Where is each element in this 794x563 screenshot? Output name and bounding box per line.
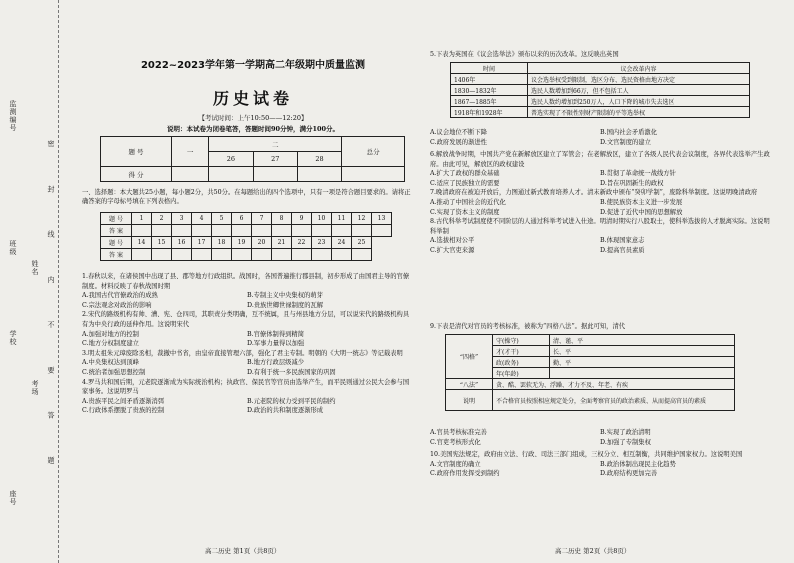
- score-total: 总分: [342, 137, 405, 167]
- q9-note: 不合格官员按照相应规定处分，全面考察官员的政治素质、从而提高官员的素质: [493, 390, 735, 411]
- question-number: 4: [192, 213, 212, 225]
- question-number: 21: [272, 237, 292, 249]
- answer-option[interactable]: A.贵族平民之间矛盾逐渐消弭: [82, 397, 165, 405]
- question-number: 20: [252, 237, 272, 249]
- q9-table: [445, 334, 735, 411]
- answer-option[interactable]: D.文官制度的建立: [600, 138, 651, 146]
- answer-option[interactable]: B.官僚体制得到精简: [247, 330, 305, 338]
- question-number: 24: [332, 237, 352, 249]
- answer-option[interactable]: A.我国古代官僚政治的成熟: [82, 292, 158, 300]
- answer-option[interactable]: D.军事力量得以加强: [247, 340, 305, 348]
- question-number: 19: [232, 237, 252, 249]
- option-list: [430, 236, 770, 255]
- answer-cell[interactable]: [272, 225, 292, 237]
- binding-label-room: 考场: [31, 380, 39, 396]
- answer-cell[interactable]: [232, 225, 252, 237]
- answer-option[interactable]: C.扩大官吏来源: [430, 246, 475, 254]
- answer-row-label: 题 号: [101, 237, 132, 249]
- q9-grade: 勤、平: [550, 357, 735, 368]
- answer-option[interactable]: C.政府作用发挥受到制约: [430, 470, 500, 478]
- q5-stem: 5.下表为英国在《议会选举法》颁布以来的历次改革。这反映出英国: [430, 51, 619, 58]
- q5-time-cell: 1830—1832年: [451, 85, 528, 96]
- answer-option[interactable]: B.元老院的权力受到平民的制约: [247, 397, 336, 405]
- question-number: 18: [212, 237, 232, 249]
- question-number: 8: [272, 213, 292, 225]
- q9-stem: 9.下表是清代对官员的考核标准，被称为“四格八法”。据此可知，清代: [430, 323, 626, 330]
- answer-cell[interactable]: [252, 225, 272, 237]
- score-q28: 28: [297, 152, 341, 167]
- answer-option[interactable]: A.官员考核标准完善: [430, 429, 487, 436]
- question-number: 14: [132, 237, 152, 249]
- question-number: 22: [292, 237, 312, 249]
- answer-cell[interactable]: [312, 225, 332, 237]
- option-list: [430, 169, 770, 188]
- question-number: 13: [372, 213, 392, 225]
- question-number: 6: [232, 213, 252, 225]
- answer-cell[interactable]: [292, 225, 312, 237]
- score-cell[interactable]: [342, 167, 405, 182]
- question-number: 9: [292, 213, 312, 225]
- answer-cell[interactable]: [152, 249, 172, 261]
- q5-content-cell: 选民人数增加到66万，但不包括工人: [528, 85, 750, 96]
- question-stem: 4.罗马共和国后期，元老院逐渐成为实际统治机构；执政官、保民官等官员由选举产生，而平民则通过公民大会参与国家事务。这说明罗马: [82, 378, 410, 396]
- seal-line-text: 密 封 线 内 不 要 答 题: [47, 140, 55, 482]
- right-page-footer: 高二历史 第2页（共8页）: [555, 547, 631, 555]
- binding-label-school: 学校: [9, 330, 17, 346]
- answer-cell[interactable]: [352, 249, 372, 261]
- answer-option[interactable]: D.旨在巩固新生的政权: [600, 179, 664, 187]
- q5-head-time: 时间: [451, 63, 528, 74]
- answer-option[interactable]: B.实现了政治清明: [600, 429, 651, 436]
- q9-criterion: 政(政务): [493, 357, 550, 368]
- question-stem: 2.宋代的路级机构有帅、漕、宪、仓四司，其职责分类明确，互不统属，且与州县地方分层，可以说宋代的路级机构具有为中央行政的延伸作用。这说明宋代: [82, 311, 410, 328]
- question-number: 23: [312, 237, 332, 249]
- question-stem: 8.古代科举考试制度使不同阶层的人通过科举考试进入仕途。明清时期实行八股取士，使科举选拔的人才脱离实际。这说明科举制: [430, 218, 770, 235]
- q9-criterion: 守(操守): [493, 335, 550, 346]
- q9-eight-methods: 贪、酷、罢软无为、浮躁、才力不及、年老、有疾: [493, 379, 735, 390]
- answer-option[interactable]: D.贵族世卿世禄制度的瓦解: [247, 301, 324, 309]
- question-number: 10: [312, 213, 332, 225]
- answer-table: [100, 212, 392, 261]
- answer-option[interactable]: D.促进了近代中国的思想解放: [600, 208, 683, 216]
- answer-option[interactable]: A.扩大了政权的群众基础: [430, 170, 500, 178]
- left-page-footer: 高二历史 第1页（共8页）: [205, 547, 281, 555]
- section1-instructions: 一、选择题：本大题共25小题，每小题2分，共50分。在每题给出的四个选项中，只有一项是符合题目要求的。请将正确答案的字母标号填在下列表格内。: [82, 189, 411, 206]
- question-number: 12: [352, 213, 372, 225]
- question-stem: 3.明太祖朱元璋废除丞相，裁撤中书省，由皇帝直接管理六部，强化了君主专制。明朝的《大明一统志》等记载表明: [82, 349, 403, 357]
- answer-cell[interactable]: [352, 225, 372, 237]
- answer-option[interactable]: D.政治的共和制度逐渐形成: [247, 407, 324, 415]
- binding-label-name: 姓名: [31, 260, 39, 276]
- q9-note-label: 说明: [446, 390, 493, 411]
- answer-option[interactable]: B.地方行政层级减少: [247, 359, 305, 367]
- answer-cell[interactable]: [192, 249, 212, 261]
- answer-row-label: 题 号: [101, 213, 132, 225]
- q5-time-cell: 1406年: [451, 74, 528, 85]
- answer-cell[interactable]: [212, 225, 232, 237]
- question-number: 15: [152, 237, 172, 249]
- answer-cell[interactable]: [252, 249, 272, 261]
- answer-option[interactable]: C.实现了资本主义的制度: [430, 208, 500, 216]
- answer-cell[interactable]: [332, 249, 352, 261]
- score-cell[interactable]: [209, 167, 253, 182]
- answer-cell[interactable]: [312, 249, 332, 261]
- answer-cell[interactable]: [232, 249, 252, 261]
- question-number: 2: [152, 213, 172, 225]
- question-number: 1: [132, 213, 152, 225]
- binding-label-number: 监测编号: [9, 100, 17, 132]
- right-question-list: [430, 150, 770, 256]
- question-stem: 1.春秋以来，在诸侯国中出现了县、郡等地方行政组织。战国时，各国普遍推行郡县制，初步形成了由国君主导的官僚制度。材料反映了春秋战国时期: [82, 273, 410, 290]
- answer-option[interactable]: A.选拔相对公平: [430, 237, 475, 245]
- q5-time-cell: 1867—1885年: [451, 96, 528, 107]
- answer-option[interactable]: C.适应了民族独立的需要: [430, 179, 500, 187]
- q9-criterion: 年(年龄): [493, 368, 550, 379]
- answer-option[interactable]: A.文官制度的确立: [430, 460, 481, 468]
- q5-content-cell: 普选实现了不限性别财产限制的平等选举权: [528, 107, 750, 118]
- q9-grade: 长、平: [550, 346, 735, 357]
- binding-label-seat: 座号: [9, 490, 17, 506]
- question-stem: 7.晚清政府在被迫开放后，力图通过新式教育培养人才。清末新政中颁布“癸卯学制”，废除科举制度。这说明晚清政府: [430, 189, 758, 197]
- score-cell[interactable]: [297, 167, 341, 182]
- q9-criterion: 才(才干): [493, 346, 550, 357]
- answer-cell[interactable]: [132, 225, 152, 237]
- answer-option[interactable]: C.统治者加强思想控制: [82, 368, 146, 376]
- question-stem: 10.美国宪法规定，政府由立法、行政、司法三部门组成，三权分立、相互制衡，共同维护国家权力。这说明美国: [430, 451, 743, 458]
- q9-grade: 清、谨、平: [550, 335, 735, 346]
- answer-option[interactable]: D.政府结构更加完善: [600, 470, 658, 478]
- q5-options: [430, 128, 770, 147]
- option-list: [430, 128, 770, 147]
- question-number: 5: [212, 213, 232, 225]
- score-table: [100, 136, 405, 182]
- answer-option[interactable]: B.国内社会矛盾激化: [600, 129, 658, 136]
- option-list: [82, 330, 412, 349]
- answer-cell[interactable]: [292, 249, 312, 261]
- answer-cell[interactable]: [332, 225, 352, 237]
- answer-cell[interactable]: [212, 249, 232, 261]
- question-number: 3: [172, 213, 192, 225]
- answer-option[interactable]: D.有利于统一多民族国家的巩固: [247, 368, 336, 376]
- question-number: 7: [252, 213, 272, 225]
- score-label: 题 号: [101, 137, 172, 167]
- answer-option[interactable]: D.加强了专制集权: [600, 438, 651, 446]
- answer-cell[interactable]: [372, 225, 392, 237]
- option-list: [430, 428, 770, 447]
- score-row-label: 得 分: [101, 167, 172, 182]
- binding-margin: [0, 0, 59, 563]
- question-number: 16: [172, 237, 192, 249]
- left-question-list: [82, 272, 412, 416]
- answer-option[interactable]: A.议会地位不断下降: [430, 129, 487, 136]
- answer-cell[interactable]: [132, 249, 152, 261]
- q9-group1: “四格”: [446, 335, 493, 379]
- q5-content-cell: 选民人数约增加到250万人，人口下降的城市失去选区: [528, 96, 750, 107]
- q5-content-cell: 议会选举权受到限制，选区分布、选民资格由地方决定: [528, 74, 750, 85]
- answer-row-label: 答 案: [101, 249, 132, 261]
- answer-option[interactable]: C.官吏考核形式化: [430, 438, 481, 446]
- q5-table: [450, 62, 750, 118]
- score-q27: 27: [253, 152, 297, 167]
- binding-label-class: 班级: [9, 240, 17, 256]
- q10-block: [430, 450, 770, 479]
- question-stem: 6.解放战争时期，中国共产党在新解放区建立了军管会；在老解放区，建立了各级人民代表会议制度，各界代表选举产生政府。由此可见，解放区的政权建设: [430, 151, 770, 168]
- answer-option[interactable]: B.使民族资本主义进一步发展: [600, 198, 683, 206]
- answer-row-label: 答 案: [101, 225, 132, 237]
- answer-option[interactable]: B.专制主义中央集权的萌芽: [247, 292, 323, 300]
- answer-option[interactable]: A.加强对地方的控制: [82, 330, 139, 338]
- answer-option[interactable]: A.推动了中国社会的近代化: [430, 198, 506, 206]
- answer-option[interactable]: B.贯彻了革命统一战线方针: [600, 170, 676, 178]
- answer-option[interactable]: B.体现国家意志: [600, 237, 645, 245]
- option-list: [82, 397, 412, 416]
- question-number: 25: [352, 237, 372, 249]
- answer-option[interactable]: C.行政体系摆脱了贵族的控制: [82, 407, 165, 415]
- score-cell[interactable]: [253, 167, 297, 182]
- answer-cell[interactable]: [192, 225, 212, 237]
- question-number: 11: [332, 213, 352, 225]
- q5-head-content: 议会改革内容: [528, 63, 750, 74]
- option-list: [430, 460, 770, 479]
- q9-grade: [550, 368, 735, 379]
- answer-option[interactable]: C.政府发展的渐进性: [430, 138, 487, 146]
- answer-option[interactable]: C.地方分权制度建立: [82, 340, 139, 348]
- question-number: 17: [192, 237, 212, 249]
- exam-note: 说明：本试卷为闭卷笔答，答题时间90分钟，满分100分。: [166, 125, 340, 133]
- answer-option[interactable]: D.提高官员素质: [600, 246, 645, 254]
- exam-title: 2022~2023学年第一学期高二年级期中质量监测: [140, 60, 366, 71]
- answer-cell[interactable]: [172, 225, 192, 237]
- answer-cell[interactable]: [152, 225, 172, 237]
- score-q26: 26: [209, 152, 253, 167]
- answer-option[interactable]: B.政治体制出现民主化趋势: [600, 460, 676, 468]
- q9-options: [430, 428, 770, 447]
- option-list: [82, 358, 412, 377]
- subject-title: 历史试卷: [212, 89, 293, 108]
- score-part1: 一: [171, 137, 208, 167]
- answer-cell[interactable]: [172, 249, 192, 261]
- answer-cell[interactable]: [272, 249, 292, 261]
- score-cell[interactable]: [171, 167, 208, 182]
- q5-time-cell: 1918年和1928年: [451, 107, 528, 118]
- option-list: [430, 198, 770, 217]
- answer-option[interactable]: A.中央集权达到顶峰: [82, 359, 139, 367]
- q9-group2: “八法”: [446, 379, 493, 390]
- score-part2: 二: [209, 137, 342, 152]
- exam-time: 【考试时间：上午10:50——12:20】: [198, 114, 308, 122]
- option-list: [82, 291, 412, 310]
- answer-option[interactable]: C.宗法观念对政治的影响: [82, 301, 152, 309]
